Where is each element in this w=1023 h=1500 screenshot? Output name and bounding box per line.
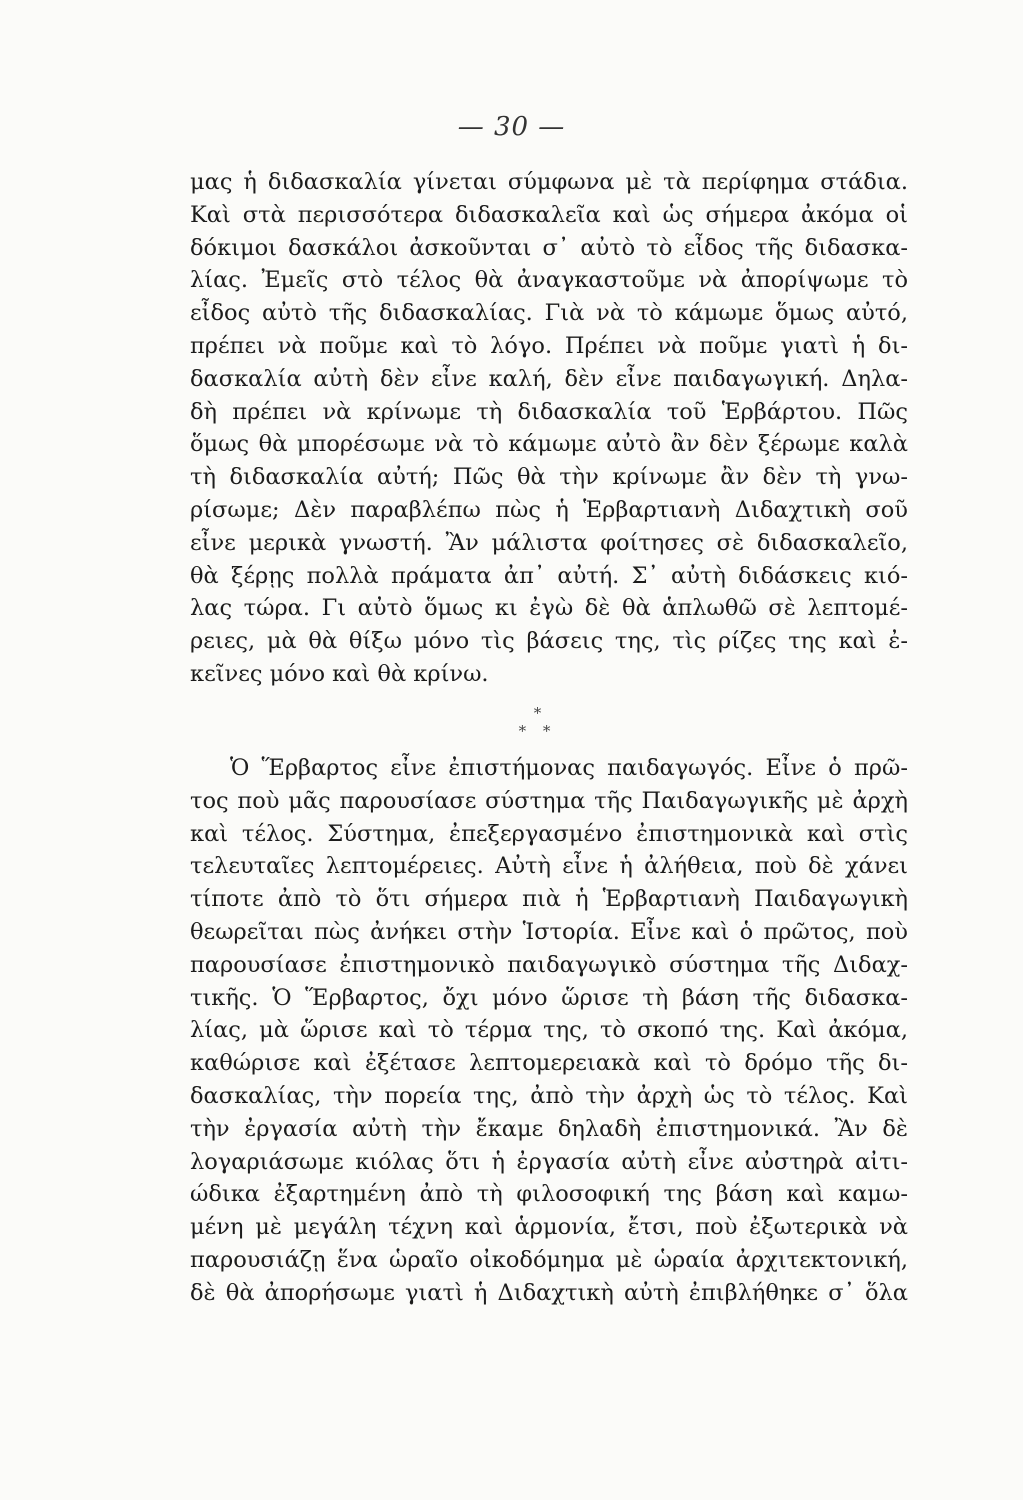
paragraph-2 <box>190 752 908 1310</box>
text-line: ὅμως θὰ μπορέσωμε νὰ τὸ κάμωμε αὐτὸ ἂν δὲν ξέρωμε καλὰ <box>190 431 908 458</box>
text-line: εἶνε μερικὰ γνωστή. Ἂν μάλιστα φοίτησες σὲ διδασκαλεῖο, <box>190 529 908 556</box>
asterism-bottom: * * <box>518 722 557 740</box>
text-line: τίποτε ἀπὸ τὸ ὅτι σήμερα πιὰ ἡ Ἑρβαρτιανὴ Παιδαγωγικὴ <box>190 886 908 913</box>
text-line: παρουσίασε ἐπιστημονικὸ παιδαγωγικὸ σύστημα τῆς Διδαχ- <box>190 951 908 978</box>
text-line: Ὁ Ἕρβαρτος εἶνε ἐπιστήμονας παιδαγωγός. Εἶνε ὁ πρῶ- <box>230 755 908 781</box>
text-line: τελευταῖες λεπτομέρειες. Αὐτὴ εἶνε ἡ ἀλήθεια, ποὺ δὲ χάνει <box>190 853 908 880</box>
text-line: τος ποὺ μᾶς παρουσίασε σύστημα τῆς Παιδαγωγικῆς μὲ ἀρχὴ <box>190 787 908 814</box>
text-line: λας τώρα. Γι αὐτὸ ὅμως κι ἐγὼ δὲ θὰ ἁπλωθῶ σὲ λεπτομέ- <box>190 595 908 622</box>
text-line: πρέπει νὰ ποῦμε καὶ τὸ λόγο. Πρέπει νὰ ποῦμε γιατὶ ἡ δι- <box>190 332 908 359</box>
text-line: εἶδος αὐτὸ τῆς διδασκαλίας. Γιὰ νὰ τὸ κάμωμε ὅμως αὐτό, <box>190 300 908 327</box>
text-line: παρουσιάζῃ ἕνα ὡραῖο οἰκοδόμημα μὲ ὡραία ἀρχιτεκτονική, <box>190 1246 908 1273</box>
text-line: καθώρισε καὶ ἐξέτασε λεπτομερειακὰ καὶ τὸ δρόμο τῆς δι- <box>190 1050 908 1077</box>
text-line: καὶ τέλος. Σύστημα, ἐπεξεργασμένο ἐπιστημονικὰ καὶ στὶς <box>190 820 908 847</box>
text-line: μένη μὲ μεγάλη τέχνη καὶ ἁρμονία, ἔτσι, ποὺ ἐξωτερικὰ νὰ <box>190 1214 908 1241</box>
text-line: δόκιμοι δασκάλοι ἀσκοῦνται σ᾿ αὐτὸ τὸ εἶδος τῆς διδασκα- <box>190 234 908 261</box>
text-line: μας ἡ διδασκαλία γίνεται σύμφωνα μὲ τὰ περίφημα στάδια. <box>190 169 908 195</box>
asterism-top: * <box>533 704 542 722</box>
page-number: — 30 — <box>457 112 566 142</box>
text-line: Καὶ στὰ περισσότερα διδασκαλεῖα καὶ ὡς σήμερα ἀκόμα οἱ <box>190 201 908 228</box>
text-line: λογαριάσωμε κιόλας ὅτι ἡ ἐργασία αὐτὴ εἶνε αὐστηρὰ αἰτι- <box>190 1148 908 1175</box>
text-line: δὲ θὰ ἀπορήσωμε γιατὶ ἡ Διδαχτικὴ αὐτὴ ἐπιβλήθηκε σ᾿ ὅλα <box>190 1279 908 1306</box>
text-line: κεῖνες μόνο καὶ θὰ κρίνω. <box>190 660 489 687</box>
text-line: δασκαλία αὐτὴ δὲν εἶνε καλή, δὲν εἶνε παιδαγωγική. Δηλα- <box>190 365 908 392</box>
paragraph-1 <box>190 166 908 691</box>
text-line: τὴ διδασκαλία αὐτή; Πῶς θὰ τὴν κρίνωμε ἂν δὲν τὴ γνω- <box>190 464 908 491</box>
text-line: τικῆς. Ὁ Ἕρβαρτος, ὄχι μόνο ὥρισε τὴ βάση τῆς διδασκα- <box>190 984 908 1011</box>
text-line: δασκαλίας, τὴν πορεία της, ἀπὸ τὴν ἀρχὴ ὡς τὸ τέλος. Καὶ <box>190 1082 908 1109</box>
text-line: λίας, μὰ ὥρισε καὶ τὸ τέρμα της, τὸ σκοπό της. Καὶ ἀκόμα, <box>190 1017 908 1044</box>
text-line: θὰ ξέρῃς πολλὰ πράματα ἀπ᾿ αὐτή. Σ᾿ αὐτὴ διδάσκεις κιό- <box>190 562 908 589</box>
text-line: θεωρεῖται πὼς ἀνήκει στὴν Ἱστορία. Εἶνε καὶ ὁ πρῶτος, ποὺ <box>190 918 908 945</box>
text-line: ρειες, μὰ θὰ θίξω μόνο τὶς βάσεις της, τὶς ρίζες της καὶ ἐ- <box>190 628 908 655</box>
text-line: δὴ πρέπει νὰ κρίνωμε τὴ διδασκαλία τοῦ Ἑρβάρτου. Πῶς <box>190 398 908 425</box>
text-line: ώδικα ἐξαρτημένη ἀπὸ τὴ φιλοσοφική της βάση καὶ καμω- <box>190 1181 908 1208</box>
text-line: τὴν ἐργασία αὐτὴ τὴν ἔκαμε δηλαδὴ ἐπιστημονικά. Ἂν δὲ <box>190 1115 908 1142</box>
text-line: ρίσωμε; Δὲν παραβλέπω πὼς ἡ Ἑρβαρτιανὴ Διδαχτικὴ σοῦ <box>190 496 908 523</box>
text-line: λίας. Ἐμεῖς στὸ τέλος θὰ ἀναγκαστοῦμε νὰ ἀπορίψωμε τὸ <box>190 267 908 294</box>
